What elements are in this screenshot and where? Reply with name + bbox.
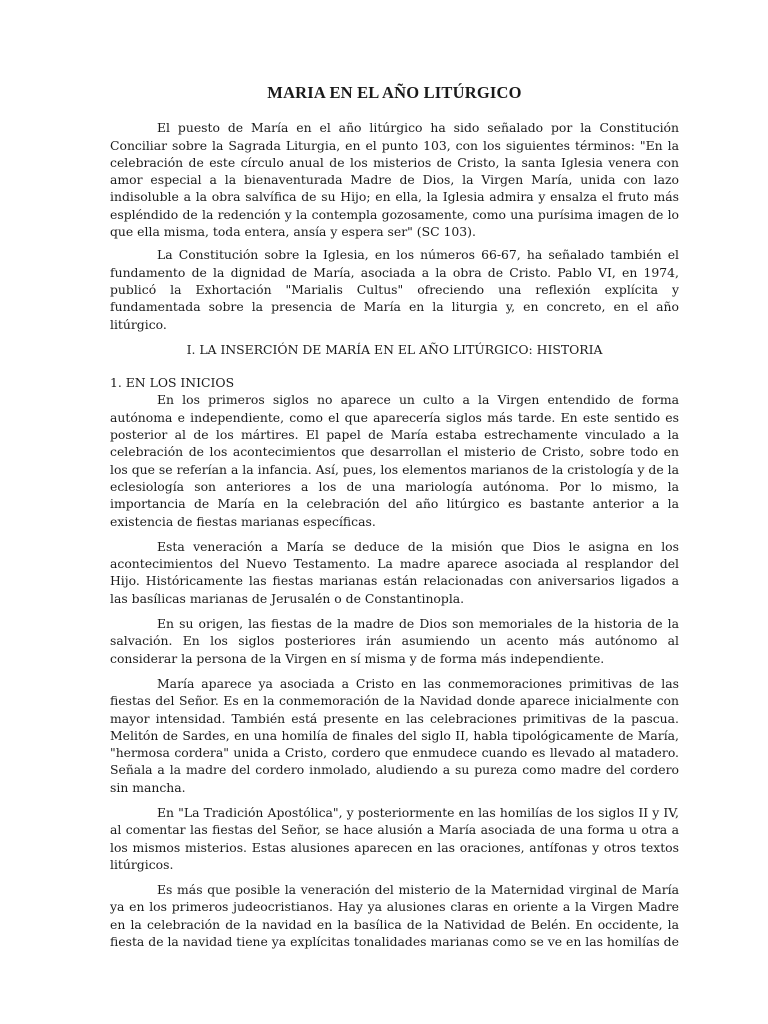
document-page xyxy=(110,84,679,958)
body-paragraph: Esta veneración a María se deduce de la misión que Dios le asigna en los acontecimientos del Nuevo Testamento. La madre aparece asociada al resplandor del Hijo. Históricamente las fiestas marianas están relacionadas con aniversarios ligados a las basílicas marianas de Jerusalén o de Constantinopla. xyxy=(110,538,679,606)
intro-paragraph: El puesto de María en el año litúrgico ha sido señalado por la Constitución Conciliar sobre la Sagrada Liturgia, en el punto 103, con los siguientes términos: "En la celebración de este círculo anual de los misterios de Cristo, la santa Iglesia venera con amor especial a la bienaventurada Madre de Dios, la Virgen María, unida con lazo indisoluble a la obra salvífica de su Hijo; en ella, la Iglesia admira y ensalza el fruto más espléndido de la redención y la contempla gozosamente, como una purísima imagen de lo que ella misma, toda entera, ansía y espera ser" (SC 103). xyxy=(110,120,679,240)
section-heading: I. LA INSERCIÓN DE MARÍA EN EL AÑO LITÚRGICO: HISTORIA xyxy=(186,341,603,357)
intro-paragraph: La Constitución sobre la Iglesia, en los números 66-67, ha señalado también el fundamento de la dignidad de María, asociada a la obra de Cristo. Pablo VI, en 1974, publicó la Exhortación "Marialis Cultus" ofreciendo una reflexión explícita y fundamentada sobre la presencia de María en la liturgia y, en concreto, en el año litúrgico. xyxy=(110,247,679,332)
body-paragraph: En su origen, las fiestas de la madre de Dios son memoriales de la historia de la salvación. En los siglos posteriores irán asumiendo un acento más autónomo al considerar la persona de la Virgen en sí misma y de forma más independiente. xyxy=(110,616,679,666)
document-title: MARIA EN EL AÑO LITÚRGICO xyxy=(267,83,522,102)
body-paragraph: María aparece ya asociada a Cristo en las conmemoraciones primitivas de las fiestas del Señor. Es en la conmemoración de la Navidad donde aparece inicialmente con mayor intensidad. También está presente en las celebraciones primitivas de la pascua. Melitón de Sardes, en una homilía de finales del siglo II, habla tipológicamente de María, "hermosa cordera" unida a Cristo, cordero que enmudece cuando es llevado al matadero. Señala a la madre del cordero inmolado, aludiendo a su pureza como madre del cordero sin mancha. xyxy=(110,675,679,795)
body-paragraph: En "La Tradición Apostólica", y posteriormente en las homilías de los siglos II y IV, al comentar las fiestas del Señor, se hace alusión a María asociada de una forma u otra a los mismos misterios. Estas alusiones aparecen en las oraciones, antífonas y otros textos litúrgicos. xyxy=(110,804,679,872)
body-paragraph: Es más que posible la veneración del misterio de la Maternidad virginal de María ya en los primeros judeocristianos. Hay ya alusiones claras en oriente a la Virgen Madre en la celebración de la navidad en la basílica de la Natividad de Belén. En occidente, la fiesta de la navidad tiene ya explícitas tonalidades marianas como se ve en las homilías de xyxy=(110,882,679,950)
body-paragraph: En los primeros siglos no aparece un culto a la Virgen entendido de forma autónoma e independiente, como el que aparecería siglos más tarde. En este sentido es posterior al de los mártires. El papel de María estaba estrechamente vinculado a la celebración de los acontecimientos que desarrollan el misterio de Cristo, sobre todo en los que se referían a la infancia. Así, pues, los elementos marianos de la cristología y de la eclesiología son anteriores a los de una mariología autónoma. Por lo mismo, la importancia de María en la celebración del año litúrgico es bastante anterior a la existencia de fiestas marianas específicas. xyxy=(110,392,679,529)
subsection-heading: 1. EN LOS INICIOS xyxy=(110,375,235,391)
